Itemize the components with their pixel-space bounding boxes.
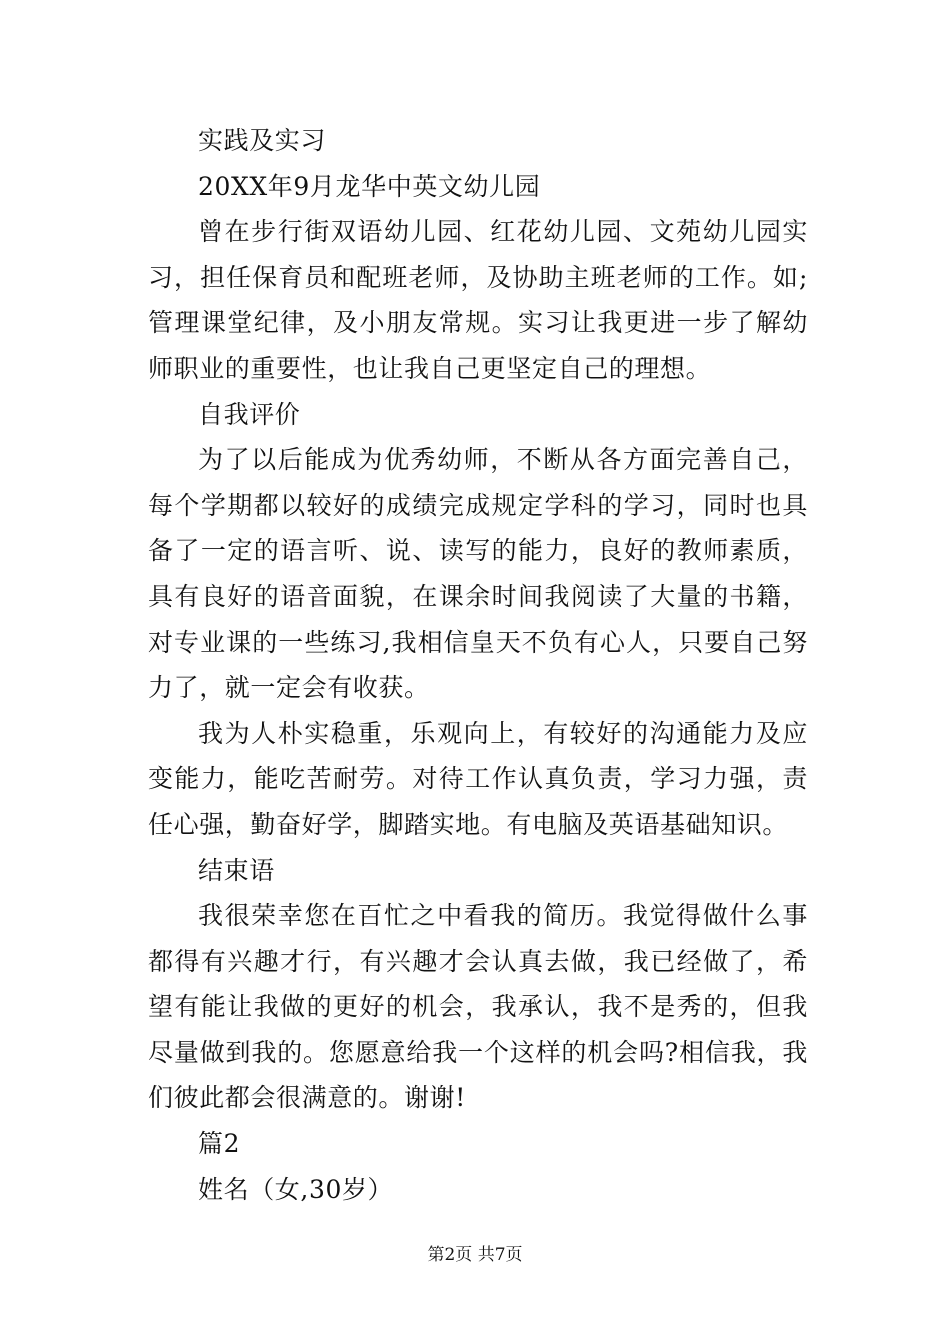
text-line: 都得有兴趣才行，有兴趣才会认真去做，我已经做了，希 — [148, 946, 808, 976]
text-line: 力了，就一定会有收获。 — [148, 673, 430, 703]
text-line: 对专业课的一些练习,我相信皇天不负有心人，只要自己努 — [148, 627, 808, 657]
text-line: 为了以后能成为优秀幼师，不断从各方面完善自己， — [198, 445, 808, 475]
text-line: 姓名（女,30岁） — [198, 1174, 394, 1204]
text-line: 实践及实习 — [198, 126, 327, 155]
text-line: 们彼此都会很满意的。谢谢! — [148, 1083, 466, 1113]
text-line: 具有良好的语音面貌，在课余时间我阅读了大量的书籍， — [148, 581, 808, 611]
text-line: 我很荣幸您在百忙之中看我的简历。我觉得做什么事 — [198, 901, 808, 931]
text-line: 备了一定的语言听、说、读写的能力，良好的教师素质， — [148, 536, 808, 566]
text-line: 管理课堂纪律，及小朋友常规。实习让我更进一步了解幼 — [148, 308, 808, 338]
text-line: 变能力，能吃苦耐劳。对待工作认真负责，学习力强，责 — [148, 764, 808, 794]
text-line: 师职业的重要性，也让我自己更坚定自己的理想。 — [148, 353, 712, 383]
text-line: 尽量做到我的。您愿意给我一个这样的机会吗?相信我，我 — [148, 1037, 808, 1067]
text-line: 自我评价 — [198, 399, 301, 429]
text-line: 曾在步行街双语幼儿园、红花幼儿园、文苑幼儿园实 — [198, 217, 808, 247]
text-line: 20XX年9月龙华中英文幼儿园 — [198, 171, 541, 201]
page-footer: 第2页 共7页 — [427, 1245, 523, 1265]
text-line: 习，担任保育员和配班老师，及协助主班老师的工作。如; — [148, 262, 808, 292]
text-line: 结束语 — [198, 855, 275, 885]
document-body — [148, 118, 808, 1212]
text-line: 每个学期都以较好的成绩完成规定学科的学习，同时也具 — [148, 490, 808, 520]
text-line: 篇2 — [198, 1129, 241, 1159]
text-line: 我为人朴实稳重，乐观向上，有较好的沟通能力及应 — [198, 718, 808, 748]
text-line: 任心强，勤奋好学，脚踏实地。有电脑及英语基础知识。 — [148, 809, 789, 839]
text-line: 望有能让我做的更好的机会，我承认，我不是秀的，但我 — [148, 992, 808, 1022]
